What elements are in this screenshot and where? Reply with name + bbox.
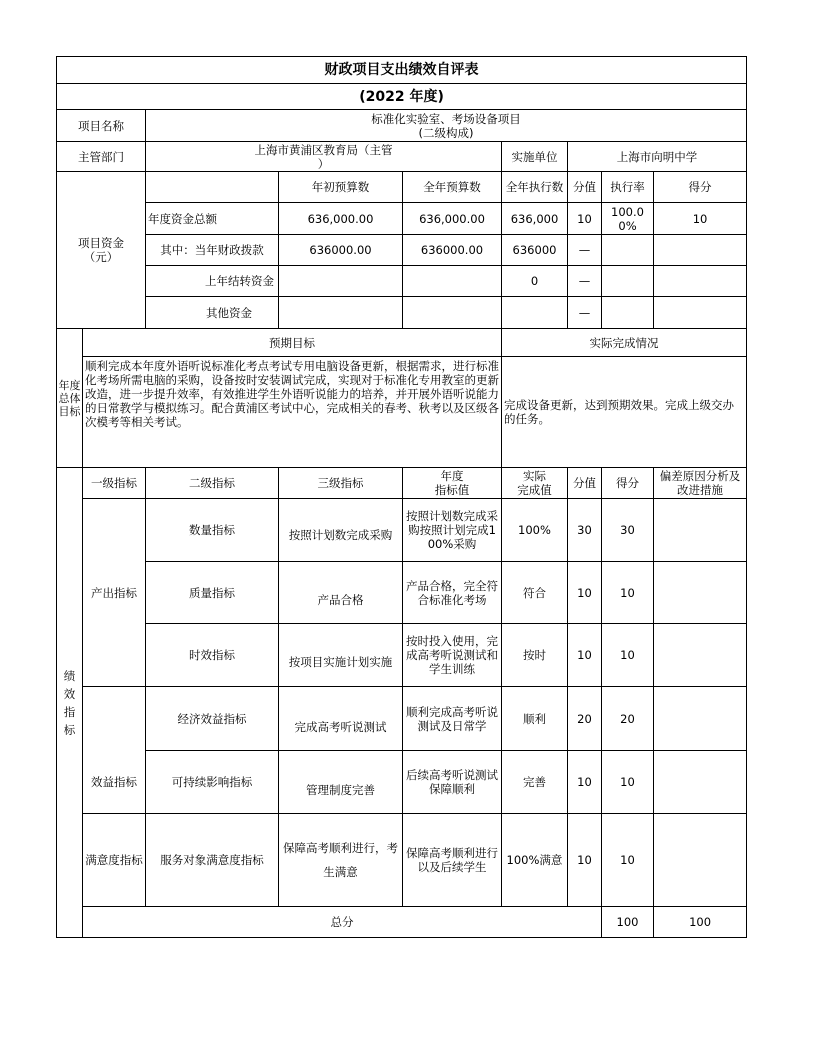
level1-satisfaction: 满意度指标	[83, 814, 146, 907]
score-value-cell: 10	[568, 751, 602, 814]
header-score-value: 分值	[568, 468, 602, 499]
level3-cell: 保障高考顺利进行，考生满意	[279, 814, 403, 907]
header-level2: 二级指标	[146, 468, 279, 499]
score-cell: 20	[602, 687, 654, 751]
deviation-cell	[654, 814, 747, 907]
header-actual-line1: 实际	[523, 469, 546, 483]
funds-row-executed: 636,000	[502, 203, 568, 235]
total-score: 100	[654, 907, 747, 938]
header-deviation: 偏差原因分析及改进措施	[654, 468, 747, 499]
actual-completion-text: 完成设备更新，达到预期效果。完成上级交办的任务。	[502, 357, 747, 468]
level1-output: 产出指标	[83, 499, 146, 687]
actual-completion-header: 实际完成情况	[502, 329, 747, 357]
funds-label	[57, 172, 146, 329]
table-year: (2022 年度)	[57, 84, 747, 110]
score-cell: 30	[602, 499, 654, 562]
target-cell: 按照计划数完成采购按照计划完成100%采购	[403, 499, 502, 562]
funds-row-score	[654, 266, 747, 297]
funds-header-executed: 全年执行数	[502, 172, 568, 203]
project-name-value	[146, 110, 747, 142]
funds-row-initial	[279, 266, 403, 297]
expected-goal-header: 预期目标	[83, 329, 502, 357]
funds-row-initial: 636,000.00	[279, 203, 403, 235]
funds-header-score: 得分	[654, 172, 747, 203]
header-level3: 三级指标	[279, 468, 403, 499]
funds-label-line2: （元）	[83, 250, 119, 264]
deviation-cell	[654, 624, 747, 687]
funds-row-name: 其他资金	[146, 297, 279, 329]
score-value-cell: 20	[568, 687, 602, 751]
header-actual-line2: 完成值	[517, 483, 552, 497]
actual-cell: 100%满意	[502, 814, 568, 907]
level3-cell: 管理制度完善	[279, 751, 403, 814]
funds-row-initial	[279, 297, 403, 329]
target-cell: 顺利完成高考听说测试及日常学	[403, 687, 502, 751]
score-value-cell: 10	[568, 814, 602, 907]
level2-cell: 可持续影响指标	[146, 751, 279, 814]
funds-row-score	[654, 297, 747, 329]
score-cell: 10	[602, 814, 654, 907]
dept-line2: ）	[317, 156, 330, 171]
project-name-line1: 标准化实验室、考场设备项目	[371, 111, 521, 126]
funds-row-executed	[502, 297, 568, 329]
deviation-cell	[654, 562, 747, 624]
score-cell: 10	[602, 624, 654, 687]
project-name-line2: (二级构成)	[418, 125, 474, 140]
funds-row-annual	[403, 266, 502, 297]
actual-cell: 顺利	[502, 687, 568, 751]
funds-header-score-value: 分值	[568, 172, 602, 203]
funds-header-blank	[146, 172, 279, 203]
level3-cell: 完成高考听说测试	[279, 687, 403, 751]
target-cell: 按时投入使用，完成高考听说测试和学生训练	[403, 624, 502, 687]
level3-cell: 产品合格	[279, 562, 403, 624]
funds-row-rate: 100.00%	[602, 203, 654, 235]
level2-cell: 数量指标	[146, 499, 279, 562]
header-score: 得分	[602, 468, 654, 499]
target-cell: 产品合格，完全符合标准化考场	[403, 562, 502, 624]
level2-cell: 服务对象满意度指标	[146, 814, 279, 907]
level3-cell: 按项目实施计划实施	[279, 624, 403, 687]
score-cell: 10	[602, 562, 654, 624]
deviation-cell	[654, 687, 747, 751]
level1-benefit: 效益指标	[83, 687, 146, 814]
performance-label: 绩效指标	[57, 468, 83, 938]
header-target	[403, 468, 502, 499]
funds-header-annual: 全年预算数	[403, 172, 502, 203]
target-cell: 保障高考顺利进行以及后续学生	[403, 814, 502, 907]
funds-row-rate	[602, 266, 654, 297]
funds-row-initial: 636000.00	[279, 235, 403, 266]
funds-row-score-value: —	[568, 235, 602, 266]
funds-row-name: 上年结转资金	[146, 266, 279, 297]
header-target-line1: 年度	[440, 469, 464, 483]
funds-header-rate: 执行率	[602, 172, 654, 203]
score-value-cell: 10	[568, 624, 602, 687]
actual-cell: 按时	[502, 624, 568, 687]
deviation-cell	[654, 499, 747, 562]
funds-row-name: 年度资金总额	[146, 203, 279, 235]
total-score-value: 100	[602, 907, 654, 938]
dept-label: 主管部门	[57, 142, 146, 172]
score-value-cell: 30	[568, 499, 602, 562]
score-value-cell: 10	[568, 562, 602, 624]
actual-cell: 100%	[502, 499, 568, 562]
deviation-cell	[654, 751, 747, 814]
funds-row-score-value: —	[568, 266, 602, 297]
funds-row-score	[654, 235, 747, 266]
funds-header-initial: 年初预算数	[279, 172, 403, 203]
impl-value: 上海市向明中学	[568, 142, 747, 172]
goals-label: 年度总体目标	[57, 329, 83, 468]
funds-label-line1: 项目资金	[78, 236, 124, 250]
level3-cell: 按照计划数完成采购	[279, 499, 403, 562]
funds-row-rate	[602, 297, 654, 329]
funds-row-executed: 636000	[502, 235, 568, 266]
project-name-label: 项目名称	[57, 110, 146, 142]
level2-cell: 经济效益指标	[146, 687, 279, 751]
funds-row-score-value: 10	[568, 203, 602, 235]
funds-row-name: 其中：当年财政拨款	[146, 235, 279, 266]
funds-row-rate	[602, 235, 654, 266]
header-target-line2: 指标值	[434, 483, 470, 497]
header-actual	[502, 468, 568, 499]
header-level1: 一级指标	[83, 468, 146, 499]
table-title: 财政项目支出绩效自评表	[57, 57, 747, 84]
funds-row-score-value: —	[568, 297, 602, 329]
funds-row-executed: 0	[502, 266, 568, 297]
level2-cell: 时效指标	[146, 624, 279, 687]
self-evaluation-table	[56, 56, 747, 938]
level2-cell: 质量指标	[146, 562, 279, 624]
funds-row-score: 10	[654, 203, 747, 235]
dept-value	[146, 142, 502, 172]
dept-line1: 上海市黄浦区教育局（主管	[254, 142, 393, 157]
total-label: 总分	[83, 907, 602, 938]
score-cell: 10	[602, 751, 654, 814]
impl-label: 实施单位	[502, 142, 568, 172]
actual-cell: 符合	[502, 562, 568, 624]
funds-row-annual	[403, 297, 502, 329]
actual-cell: 完善	[502, 751, 568, 814]
target-cell: 后续高考听说测试保障顺利	[403, 751, 502, 814]
funds-row-annual: 636,000.00	[403, 203, 502, 235]
funds-row-annual: 636000.00	[403, 235, 502, 266]
expected-goal-text: 顺利完成本年度外语听说标准化考点考试专用电脑设备更新，根据需求，进行标准化考场所需电脑的采购，设备按时安装调试完成，实现对于标准化专用教室的更新改造，进一步提升效率，有效推进学生外语听说能力的培养，并开展外语听说能力的日常教学与模拟练习。配合黄浦区考试中心，完成相关的春考、秋考以及区级各次模考等相关考试。	[83, 357, 502, 468]
